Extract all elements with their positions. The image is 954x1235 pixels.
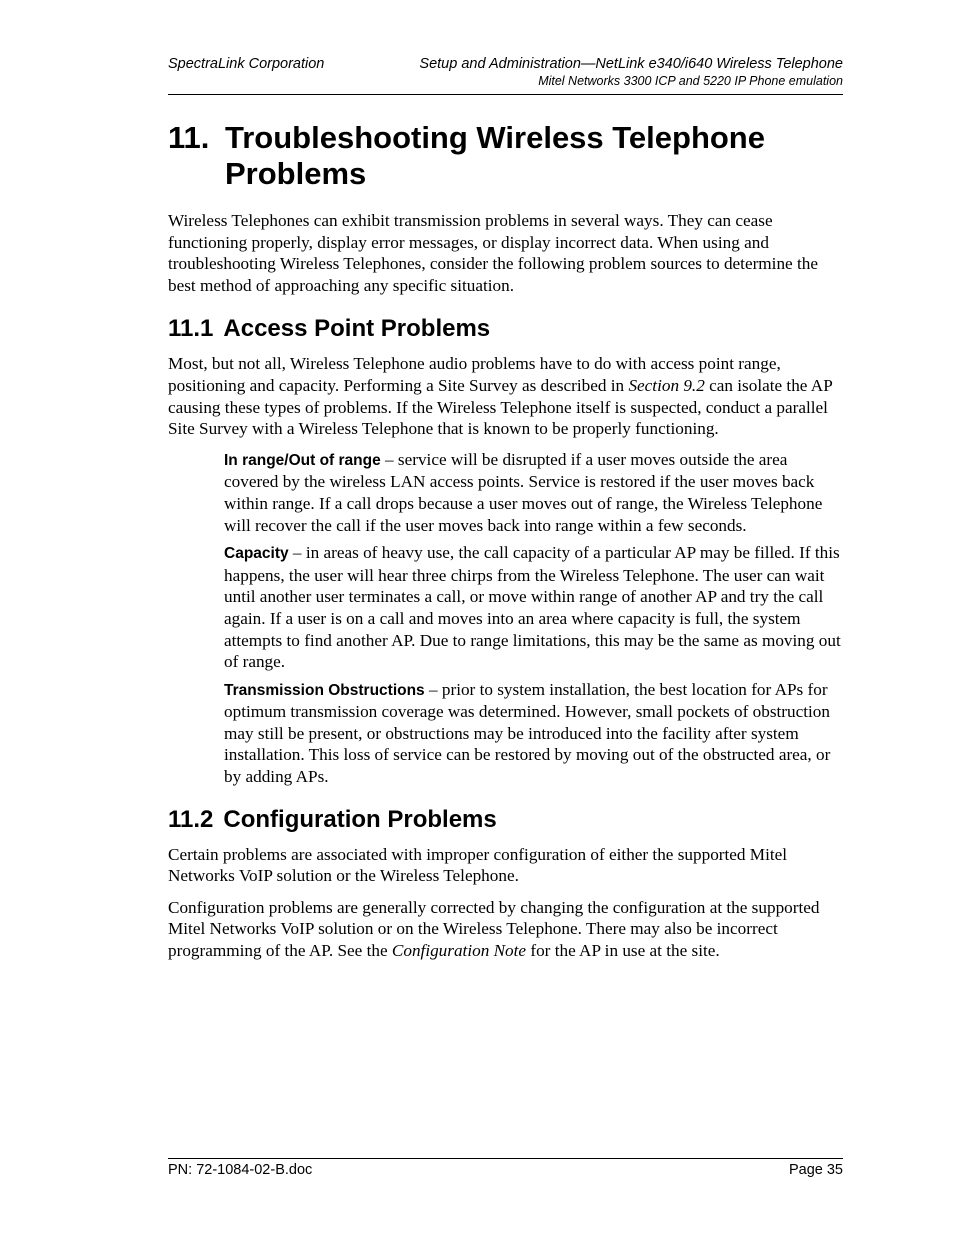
problem-description: – prior to system installation, the best location for APs for optimum transmission coverage was determined. However, small pockets of obstruction may still be present, or obstructions may be introduced into the facility after system installation. This loss of service can be restored by moving out of the obstructed area, or by adding APs. [224, 679, 831, 787]
configuration-paragraph-1: Certain problems are associated with improper configuration of either the supported Mitel Networks VoIP solution or the Wireless Telephone. [168, 844, 788, 886]
chapter-heading [168, 120, 843, 192]
chapter-title: Troubleshooting Wireless Telephone Problems [225, 120, 765, 191]
problem-description: – in areas of heavy use, the call capacity of a particular AP may be filled. If this happens, the user will hear three chirps from the Wireless Telephone. The user can wait until another user terminates a call, or move within range of another AP and try the call again. If a user is on a call and moves into an area where capacity is full, the system attempts to find another AP. Due to range limitations, this may be the same as moving out of range. [224, 543, 841, 672]
problem-term: Capacity [224, 545, 289, 563]
chapter-intro-paragraph: Wireless Telephones can exhibit transmission problems in several ways. They can cease functioning properly, display error messages, or display incorrect data. When using and troubleshooting Wireless Telephones, consider the following problem sources to determine the best method of approaching any specific situation. [168, 211, 818, 295]
section-reference: Section 9.2 [628, 375, 705, 395]
header-doc-subtitle: Mitel Networks 3300 ICP and 5220 IP Phone emulation [538, 74, 843, 88]
problem-item-capacity [224, 542, 843, 673]
problem-item-obstructions [224, 679, 843, 788]
document-reference: Configuration Note [391, 941, 527, 961]
paragraph-text: Configuration problems are generally corrected by changing the configuration at the supported Mitel Networks VoIP solution or on the Wireless Telephone. There may also be incorrect programming of the AP. See the [168, 897, 820, 961]
page-header [168, 56, 843, 95]
section-title: Access Point Problems [223, 315, 491, 343]
paragraph-text: can isolate the AP causing these types of problems. If the Wireless Telephone itself is suspected, conduct a parallel Site Survey with a Wireless Telephone that is known to be properly functioning. [168, 375, 833, 439]
header-company: SpectraLink Corporation [168, 56, 325, 72]
section-number: 11.2 [168, 805, 214, 833]
section-heading-access-point [168, 315, 843, 343]
paragraph-text: Most, but not all, Wireless Telephone audio problems have to do with access point range, positioning and capacity. Performing a Site Survey as described in [168, 354, 781, 395]
problem-term: Transmission Obstructions [224, 681, 425, 699]
configuration-paragraph-2 [168, 897, 843, 962]
access-point-paragraph [168, 353, 843, 439]
header-doc-title: Setup and Administration—NetLink e340/i640 Wireless Telephone [419, 56, 843, 72]
section-title: Configuration Problems [223, 805, 497, 833]
footer-page-number: Page 35 [788, 1162, 843, 1178]
paragraph-text: for the AP in use at the site. [526, 941, 720, 961]
page-body [168, 120, 843, 972]
problem-item-range [224, 449, 843, 536]
page-footer [168, 1158, 843, 1178]
footer-part-number: PN: 72-1084-02-B.doc [168, 1162, 313, 1178]
section-heading-configuration [168, 806, 843, 834]
problem-term: In range/Out of range [224, 451, 381, 469]
chapter-number: 11. [168, 120, 210, 155]
section-number: 11.1 [168, 315, 214, 343]
problem-description: – service will be disrupted if a user moves outside the area covered by the wireless LAN access points. Service is restored if the user moves back within range. If a call drops because a user moves out of range, the Wireless Telephone will recover the call if the user moves back into range within a few seconds. [224, 449, 823, 535]
